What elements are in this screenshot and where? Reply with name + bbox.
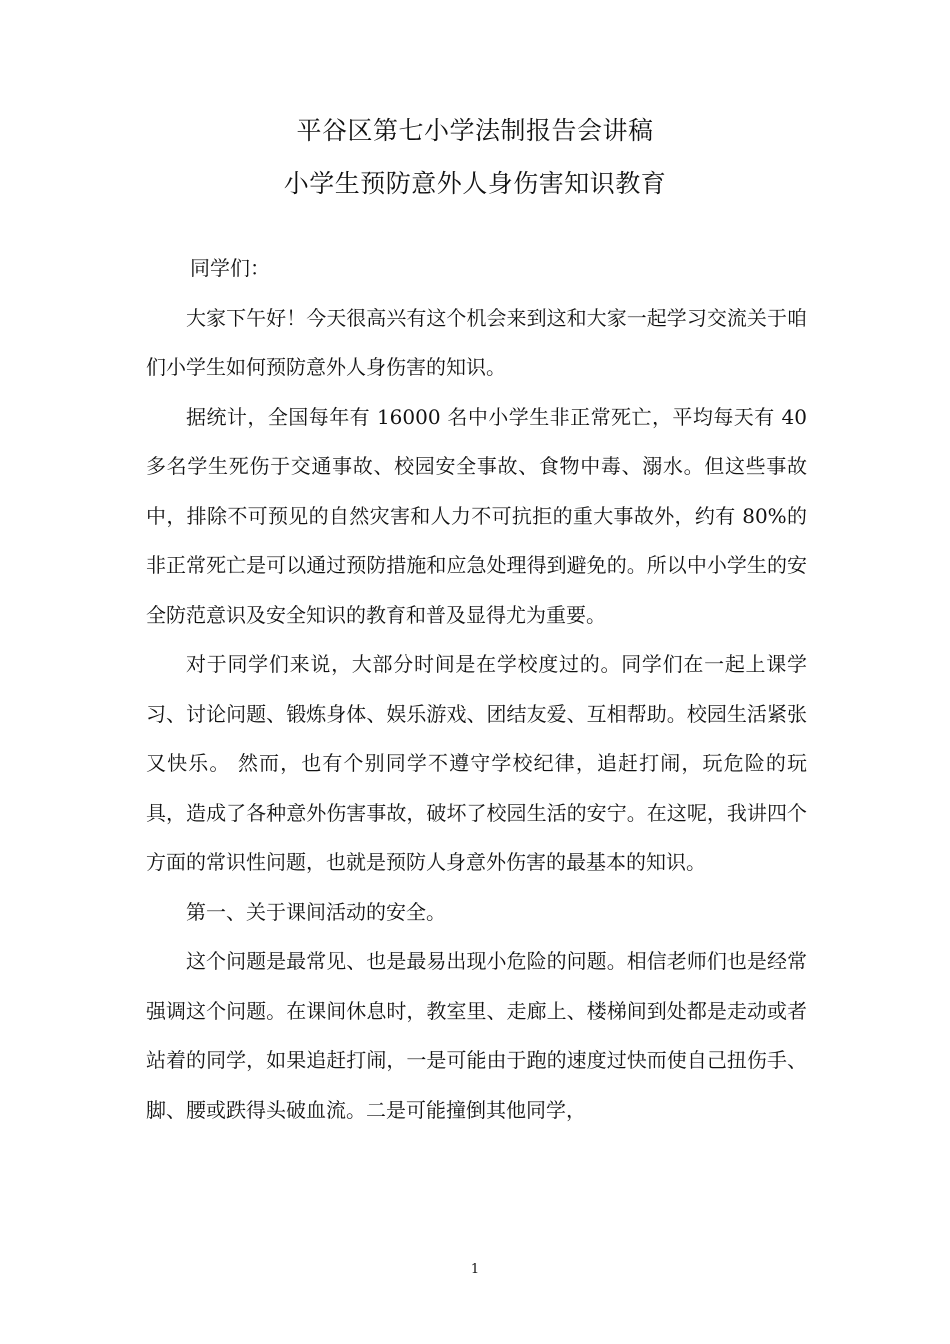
document-body [146, 244, 807, 1135]
paragraph-greeting: 大家下午好！今天很高兴有这个机会来到这和大家一起学习交流关于咱们小学生如何预防意外人身伤害的知识。 [146, 305, 807, 379]
paragraph-statistics: 据统计，全国每年有 16000 名中小学生非正常死亡，平均每天有 40 多名学生死伤于交通事故、校园安全事故、食物中毒、溺水。但这些事故中，排除不可预见的自然灾害和人力不可抗拒的重大事故外，约有 80%的非正常死亡是可以通过预防措施和应急处理得到避免的。所以中小学生的安全防范意识及安全知识的教育和普及显得尤为重要。 [146, 404, 807, 627]
document-subtitle: 小学生预防意外人身伤害知识教育 [283, 169, 667, 198]
page-number: 1 [470, 1262, 480, 1277]
document-title: 平谷区第七小学法制报告会讲稿 [296, 116, 654, 145]
section-heading-recess-safety: 第一、关于课间活动的安全。 [186, 899, 446, 924]
paragraph-recess-safety: 这个问题是最常见、也是最易出现小危险的问题。相信老师们也是经常强调这个问题。在课间休息时，教室里、走廊上、楼梯间到处都是走动或者站着的同学，如果追赶打闹，一是可能由于跑的速度过快而使自己扭伤手、脚、腰或跌得头破血流。二是可能撞倒其他同学， [146, 949, 807, 1122]
paragraph-school-life: 对于同学们来说，大部分时间是在学校度过的。同学们在一起上课学习、讨论问题、锻炼身体、娱乐游戏、团结友爱、互相帮助。校园生活紧张又快乐。 然而，也有个别同学不遵守学校纪律，追赶打闹，玩危险的玩具，造成了各种意外伤害事故，破坏了校园生活的安宁。在这呢，我讲四个方面的常识性问题，也就是预防人身意外伤害的最基本的知识。 [146, 652, 807, 874]
salutation: 同学们： [190, 256, 270, 280]
